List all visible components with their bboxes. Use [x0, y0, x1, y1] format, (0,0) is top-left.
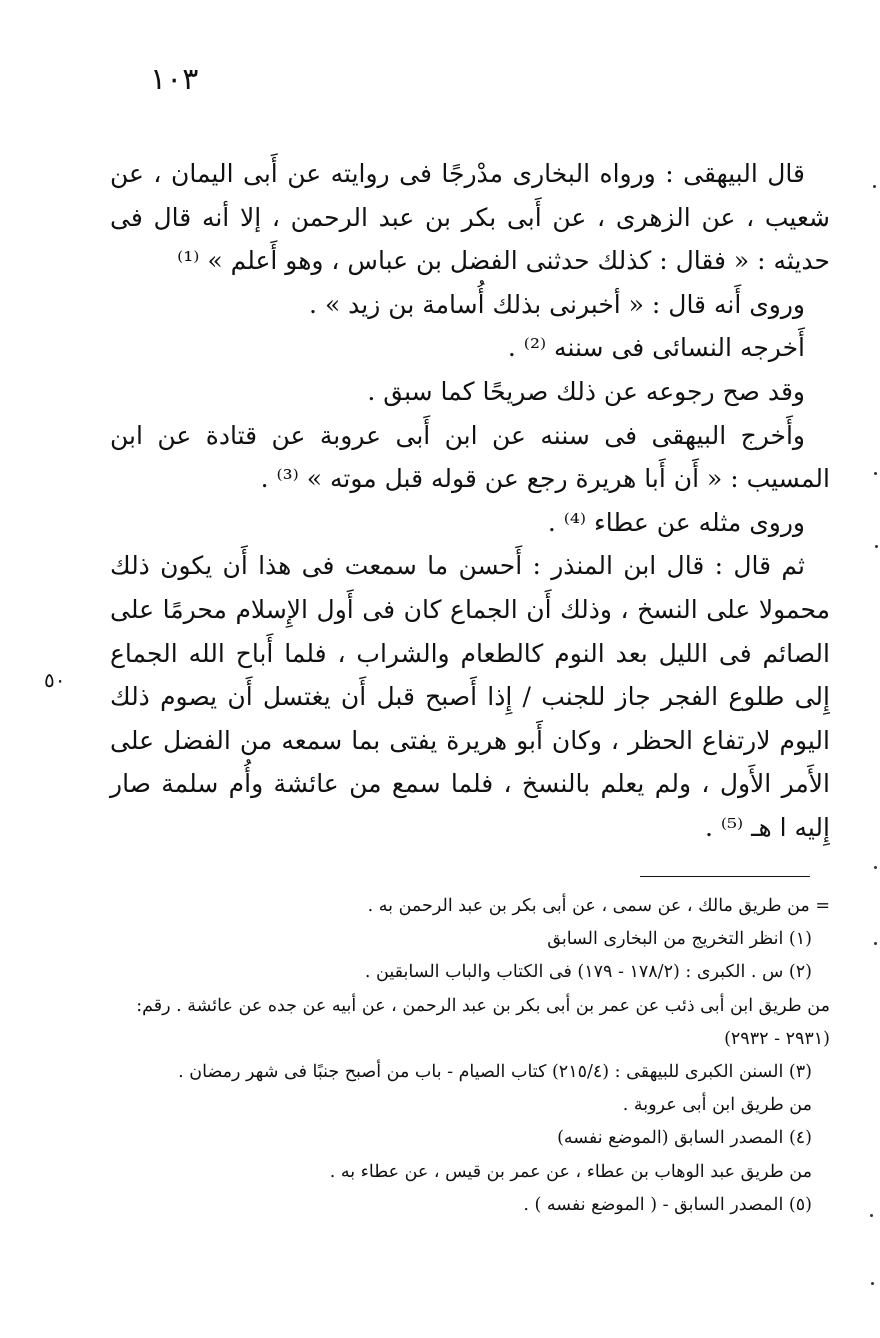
- scan-speck: [874, 942, 877, 945]
- paragraph: وأَخرج البيهقى فى سننه عن ابن أَبى عروبة عن قتادة عن ابن المسيب : « أَن أَبا هريرة رجع عن قوله قبل موته » ⁽³⁾ .: [110, 420, 830, 494]
- footnote-line: (٣) السنن الكبرى للبيهقى : (٢١٥/٤) كتاب الصيام - باب من أصبح جنبًا فى شهر رمضان .: [178, 1062, 812, 1083]
- footnote-line: من طريق عبد الوهاب بن عطاء ، عن عمر بن قيس ، عن عطاء به .: [329, 1161, 812, 1182]
- margin-marker: ٥٠: [44, 668, 66, 692]
- main-text: [110, 152, 830, 850]
- footnote-line: من طريق ابن أبى عروبة .: [622, 1095, 812, 1116]
- footnote-line: (١) انظر التخريج من البخارى السابق: [547, 929, 812, 950]
- scan-speck: [875, 545, 878, 548]
- footnote-line: (٤) المصدر السابق (الموضع نفسه): [557, 1128, 812, 1149]
- paragraph: ثم قال : قال ابن المنذر : أَحسن ما سمعت فى هذا أَن يكون ذلك محمولا على النسخ ، وذلك أَن الجماع كان فى أَول الإِسلام محرمًا على الصائم فى الليل بعد النوم كالطعام والشراب ، فلما أَباح الله الجماع إِلى طلوع الفجر جاز للجنب / إِذا أَصبح قبل أَن يغتسل أَن يصوم ذلك اليوم لارتفاع الحظر ، وكان أَبو هريرة يفتى بما سمعه من الفضل على الأَمر الأَول ، ولم يعلم بالنسخ ، فلما سمع من عائشة وأُم سلمة صار إِليه ا هـ ⁽⁵⁾ .: [110, 551, 830, 842]
- footnote-line: = من طريق مالك ، عن سمى ، عن أبى بكر بن عبد الرحمن به .: [367, 896, 830, 916]
- scan-speck: [874, 866, 877, 869]
- footnotes: [110, 890, 830, 1222]
- paragraph: وروى مثله عن عطاء ⁽⁴⁾ .: [547, 507, 805, 537]
- scan-speck: [870, 1214, 873, 1217]
- paragraph: وروى أَنه قال : « أخبرنى بذلك أُسامة بن زيد » .: [309, 289, 805, 319]
- scan-speck: [874, 472, 877, 475]
- footnote-divider: [640, 876, 810, 877]
- footnote-line: (٢) س . الكبرى : (١٧٨/٢ - ١٧٩) فى الكتاب والباب السابقين .: [364, 962, 812, 983]
- scan-speck: [873, 185, 876, 188]
- scan-speck: [871, 1282, 874, 1285]
- paragraph: قال البيهقى : ورواه البخارى مدْرجًا فى روايته عن أَبى اليمان ، عن شعيب ، عن الزهرى ، عن أَبى بكر بن عبد الرحمن ، إلا أنه قال فى حديثه : « فقال : كذلك حدثنى الفضل بن عباس ، وهو أَعلم » ⁽¹⁾: [110, 159, 830, 276]
- paragraph: أَخرجه النسائى فى سننه ⁽²⁾ .: [507, 333, 805, 363]
- paragraph: وقد صح رجوعه عن ذلك صريحًا كما سبق .: [367, 376, 805, 406]
- footnote-line: من طريق ابن أبى ذئب عن عمر بن أبى بكر بن عبد الرحمن ، عن أبيه عن جده عن عائشة . رقم: (٢٩٣١ - ٢٩٣٢): [136, 995, 830, 1049]
- page-number: ١٠٣: [150, 62, 199, 97]
- footnote-line: (٥) المصدر السابق - ( الموضع نفسه ) .: [523, 1194, 812, 1215]
